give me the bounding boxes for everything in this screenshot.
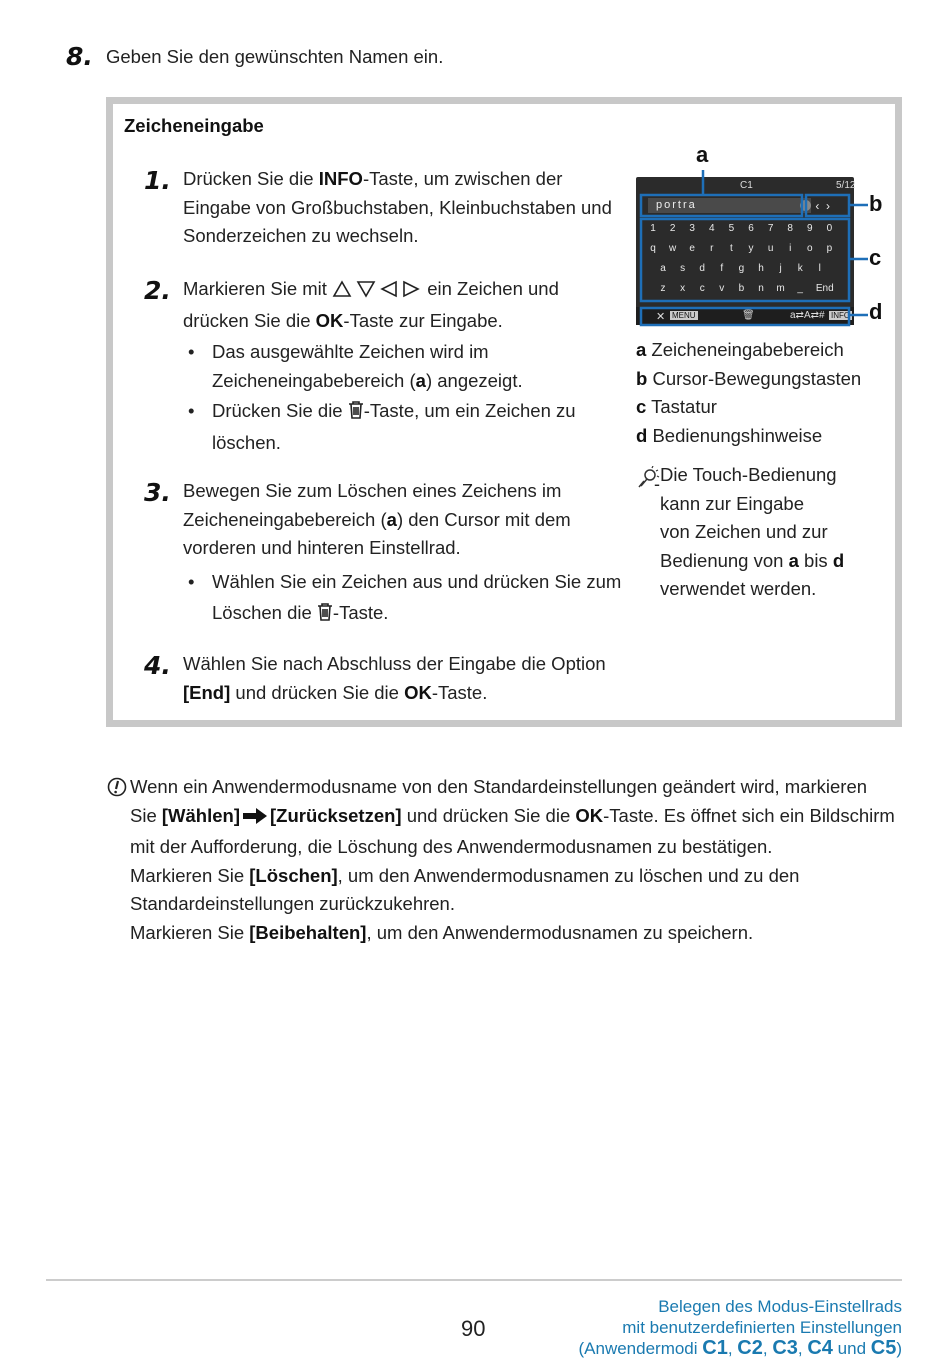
keyboard-key[interactable]: p — [826, 243, 833, 254]
page-number: 90 — [461, 1316, 486, 1341]
footer-divider — [46, 1279, 902, 1281]
keyboard-key[interactable]: s — [680, 263, 686, 274]
footer-section-link[interactable]: Belegen des Modus-Einstellrads mit benutzerdefinierten Einstellungen (Anwendermodi C1, C2, C3, C4 und C5) — [578, 1297, 902, 1359]
keyboard-key[interactable]: j — [779, 263, 782, 274]
keyboard-key[interactable]: n — [758, 283, 764, 294]
keyboard-key[interactable]: 8 — [787, 223, 793, 234]
step-1-number: 1. — [144, 166, 171, 195]
legend-item: d Bedienungshinweise — [636, 424, 823, 446]
step-2-bullets: • Das ausgewählte Zeichen wird im Zeicheneingabebereich (a) angezeigt. • Drücken Sie die -Taste, um ein Zeichen zu löschen. — [188, 341, 576, 453]
tip-dash: - — [654, 474, 660, 494]
arrow-right-icon — [242, 805, 268, 834]
keyboard-key[interactable]: z — [660, 283, 666, 294]
keyboard-key[interactable]: 6 — [748, 223, 754, 234]
callout-c: c — [869, 245, 882, 270]
keyboard-key[interactable]: h — [758, 263, 764, 274]
keyboard-key[interactable]: a — [660, 263, 666, 274]
keyboard-key[interactable]: 1 — [650, 223, 656, 234]
case-switch-label: a⇄A⇄# — [790, 310, 825, 321]
keyboard-key[interactable]: f — [720, 263, 724, 274]
input-field[interactable]: portra — [648, 198, 811, 213]
legend-item: a Zeicheneingabebereich — [636, 339, 844, 360]
tip-text: Die Touch-Bedienung kann zur Eingabe von Zeichen und zur Bedienung von a bis d verwendet werden. — [660, 464, 845, 599]
keyboard-key[interactable]: 0 — [826, 223, 833, 234]
keyboard-key[interactable]: _ — [797, 283, 803, 294]
keyboard-key[interactable]: 7 — [767, 223, 774, 234]
menu-label: MENU — [672, 311, 696, 320]
keyboard-key[interactable]: l — [818, 263, 821, 274]
keyboard-key[interactable]: 3 — [689, 223, 695, 234]
callout-a: a — [696, 142, 709, 167]
keyboard-key[interactable]: x — [680, 283, 686, 294]
step-4-text: Wählen Sie nach Abschluss der Eingabe die Option [End] und drücken Sie die OK-Taste. — [183, 653, 606, 703]
callout-b: b — [869, 191, 883, 216]
step-3-number: 3. — [144, 478, 171, 507]
trash-icon: 🗑 — [742, 310, 755, 321]
keyboard-key[interactable]: e — [689, 243, 695, 254]
step-number: 8. — [66, 42, 93, 71]
keyboard-key[interactable]: End — [815, 283, 834, 294]
step-1-text: Drücken Sie die INFO-Taste, um zwischen der Eingabe von Großbuchstaben, Kleinbuchstaben und Sonderzeichen zu wechseln. — [183, 168, 612, 246]
step-2-text: Markieren Sie mit ein Zeichen und drücken Sie die OK-Taste zur Eingabe. — [183, 278, 559, 331]
keyboard-key[interactable]: 2 — [669, 223, 676, 234]
keyboard-key[interactable]: q — [650, 243, 656, 254]
keyboard-key[interactable]: k — [797, 263, 803, 274]
caution-icon — [107, 777, 127, 802]
mode-label: C1 — [740, 180, 753, 191]
keyboard-key[interactable]: d — [699, 263, 705, 274]
keyboard-key[interactable]: 9 — [807, 223, 813, 234]
close-icon: ✕ — [656, 311, 666, 323]
keyboard-key[interactable]: y — [748, 243, 754, 254]
callout-d: d — [869, 299, 883, 324]
trash-icon — [317, 602, 333, 631]
keyboard-key[interactable]: 5 — [728, 223, 735, 234]
keyboard-key[interactable]: g — [738, 263, 745, 274]
step-3-bullets: • Wählen Sie ein Zeichen aus und drücken Sie zum Löschen die -Taste. — [188, 568, 628, 630]
keyboard-key[interactable]: w — [668, 243, 677, 254]
step-4-number: 4. — [144, 651, 171, 680]
keyboard-key[interactable]: 4 — [709, 223, 715, 234]
arrow-keys-icon — [332, 278, 422, 307]
callout-lines — [630, 140, 890, 340]
keyboard-key[interactable]: u — [767, 243, 774, 254]
keyboard-key[interactable]: b — [738, 283, 745, 294]
trash-icon — [348, 400, 364, 429]
keyboard-key[interactable]: c — [699, 283, 705, 294]
keyboard-key[interactable]: o — [807, 243, 813, 254]
keyboard-key[interactable]: v — [719, 283, 725, 294]
keyboard-key[interactable]: t — [730, 243, 733, 254]
cursor-arrows[interactable]: ‹ › — [812, 199, 830, 213]
step-2-number: 2. — [144, 276, 171, 305]
note-text: Wenn ein Anwendermodusname von den Standardeinstellungen geändert wird, markieren Sie [Wählen] [Zurücksetzen] und drücken Sie die OK-Taste. Es öffnet sich ein Bildschirm mit der Aufforderung, die Löschung des Anwendermodusnamen zu bestätigen. Markieren Sie [Löschen], um den Anwendermodusnamen zu löschen und zu den Standardeinstellungen zurückzukehren. Markieren Sie [Beibehalten], um den Anwendermodusnamen zu speichern. — [130, 776, 895, 943]
info-label: INFO — [831, 311, 851, 320]
legend-item: c Tastatur — [636, 396, 717, 417]
legend — [636, 336, 861, 450]
page-counter: 5/12 — [836, 180, 856, 191]
keyboard-key[interactable]: r — [710, 243, 714, 254]
step-3-text: Bewegen Sie zum Löschen eines Zeichens im Zeicheneingabebereich (a) den Cursor mit dem vorderen und hinteren Einstellrad. — [183, 480, 571, 558]
step-text: Geben Sie den gewünschten Namen ein. — [106, 46, 444, 67]
box-title: Zeicheneingabe — [124, 115, 264, 136]
keyboard-key[interactable]: m — [776, 283, 785, 294]
keyboard-key[interactable]: i — [789, 243, 792, 254]
legend-item: b Cursor-Bewegungstasten — [636, 367, 862, 389]
